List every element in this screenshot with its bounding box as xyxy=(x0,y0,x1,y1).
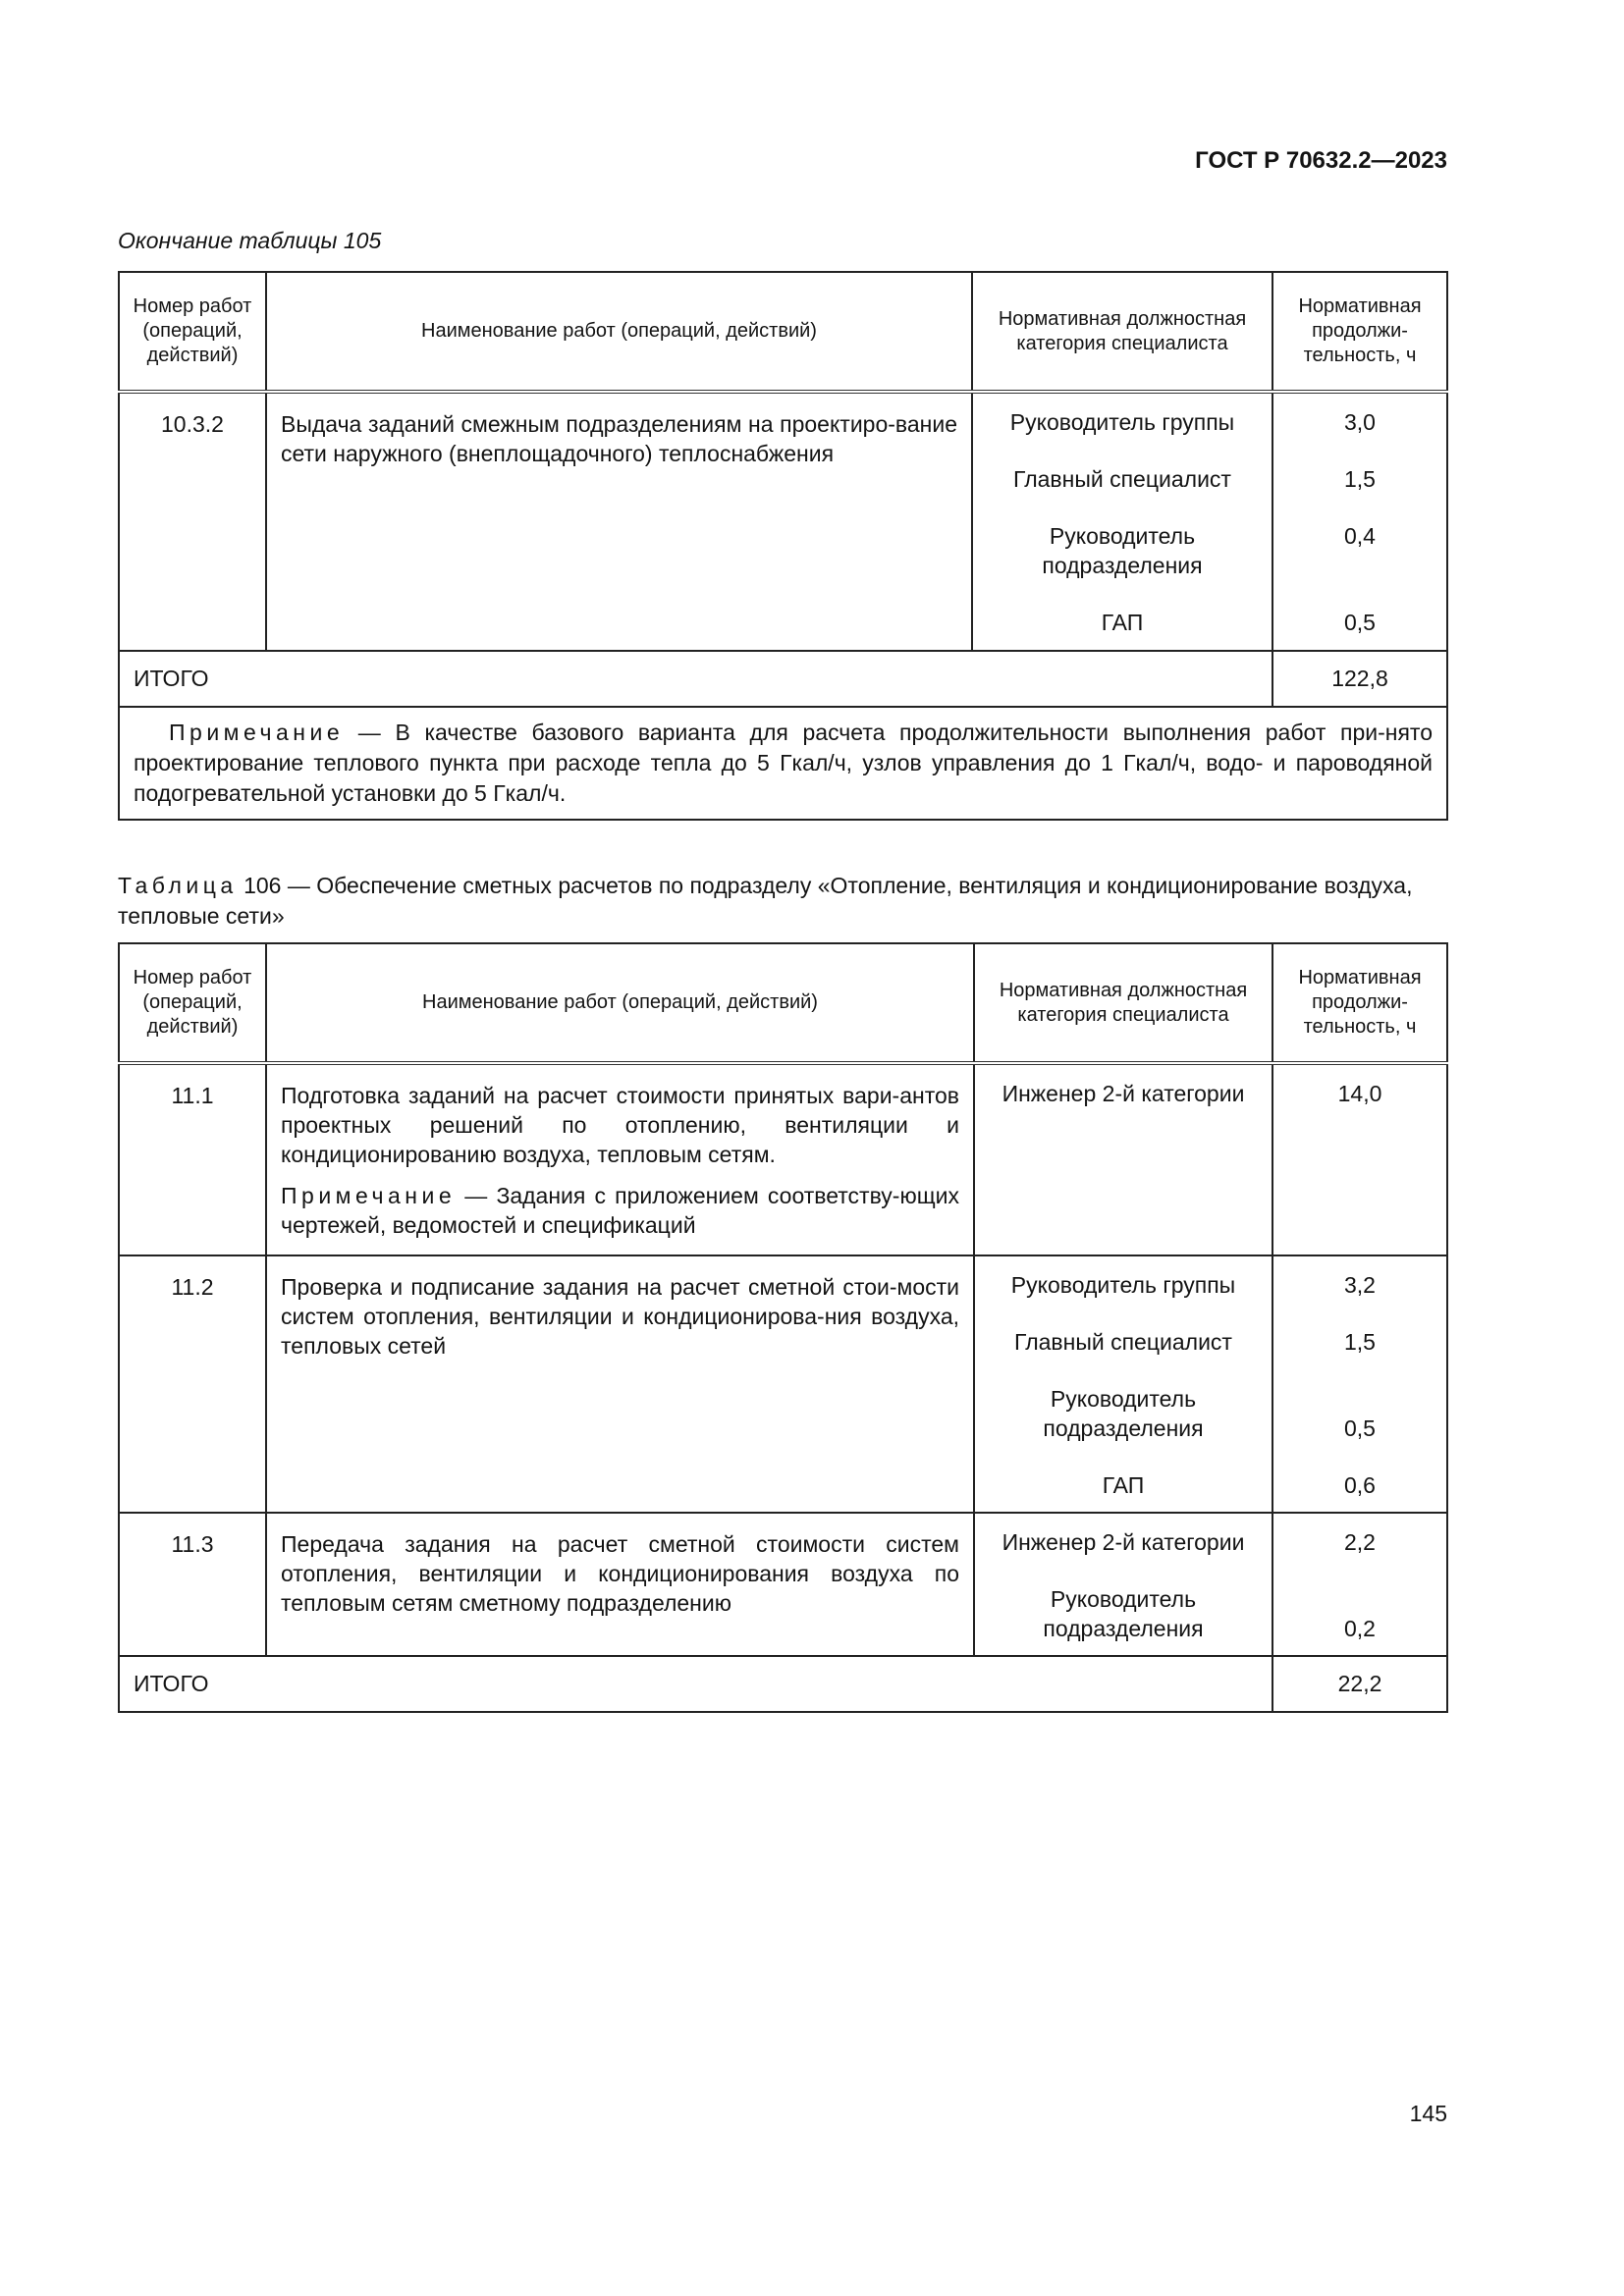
column-header-category: Нормативная должностная категория специалиста xyxy=(974,943,1272,1063)
table-106-caption-text: 106 — Обеспечение сметных расчетов по подразделу «Отопление, вентиляция и кондиционирование воздуха, тепловые сети» xyxy=(118,873,1413,929)
role-item: Руководитель подразделения xyxy=(1042,523,1203,578)
note-text: — В качестве базового варианта для расчета продолжительности выполнения работ при-нято проектирование теплового пункта при расходе тепла до 5 Гкал/ч, узлов управления до 1 Гкал/ч, водо- и пароводяной подогревательной установки до 5 Гкал/ч. xyxy=(134,720,1433,806)
table-row xyxy=(119,392,1447,651)
row-work-name: Передача задания на расчет сметной стоимости систем отопления, вентиляции и кондиционирования воздуха по тепловым сетям сметному подразделению xyxy=(266,1513,974,1656)
total-label: ИТОГО xyxy=(119,651,1272,707)
total-row xyxy=(119,1656,1447,1712)
page-number: 145 xyxy=(1409,2101,1447,2126)
column-header-category: Нормативная должностная категория специалиста xyxy=(972,272,1272,392)
table-106-caption-word: Таблица xyxy=(118,873,238,898)
hours-item: 14,0 xyxy=(1337,1081,1382,1106)
row-roles xyxy=(974,1513,1272,1656)
total-value: 22,2 xyxy=(1272,1656,1447,1712)
hours-item: 0,2 xyxy=(1344,1616,1376,1641)
total-row xyxy=(119,651,1447,707)
row-number: 11.3 xyxy=(119,1513,266,1656)
role-item: Руководитель группы xyxy=(1010,1272,1236,1298)
hours-item: 0,6 xyxy=(1344,1472,1376,1498)
row-hours xyxy=(1272,392,1447,651)
column-header-name: Наименование работ (операций, действий) xyxy=(266,272,972,392)
note-label: Примечание xyxy=(169,720,345,745)
row-roles xyxy=(972,392,1272,651)
note-label: Примечание xyxy=(281,1183,457,1208)
note-text: — Задания с приложением соответству-ющих чертежей, ведомостей и спецификаций xyxy=(281,1183,959,1238)
role-item: Главный специалист xyxy=(1013,466,1231,492)
row-roles xyxy=(974,1063,1272,1255)
hours-item: 3,0 xyxy=(1344,409,1376,435)
row-number: 11.2 xyxy=(119,1255,266,1513)
table-106-caption xyxy=(118,871,1445,932)
role-item: Инженер 2-й категории xyxy=(1001,1081,1245,1106)
role-item: ГАП xyxy=(1101,610,1144,635)
total-value: 122,8 xyxy=(1272,651,1447,707)
role-item: Руководитель подразделения xyxy=(1043,1586,1204,1641)
row-work-name: Проверка и подписание задания на расчет сметной стои-мости систем отопления, вентиляции и кондиционирова-ния воздуха, тепловых сетей xyxy=(266,1255,974,1513)
column-header-num: Номер работ (операций, действий) xyxy=(119,272,266,392)
hours-item: 0,5 xyxy=(1344,610,1376,635)
row-work-name: Выдача заданий смежным подразделениям на проектиро-вание сети наружного (внеплощадочного) теплоснабжения xyxy=(266,392,972,651)
column-header-duration: Нормативная продолжи-тельность, ч xyxy=(1272,943,1447,1063)
row-hours xyxy=(1272,1513,1447,1656)
row-work-name xyxy=(266,1063,974,1255)
row-number: 10.3.2 xyxy=(119,392,266,651)
row-hours xyxy=(1272,1255,1447,1513)
role-item: Руководитель группы xyxy=(1009,409,1235,435)
table-header-row xyxy=(119,943,1447,1063)
table-105 xyxy=(118,271,1448,821)
hours-item: 3,2 xyxy=(1344,1272,1376,1298)
row-note xyxy=(281,1181,959,1240)
table-header-row xyxy=(119,272,1447,392)
table-row xyxy=(119,1063,1447,1255)
hours-item: 0,5 xyxy=(1344,1415,1376,1441)
row-work-text: Подготовка заданий на расчет стоимости принятых вари-антов проектных решений по отоплению, вентиляции и кондиционированию воздуха, тепловым сетям. xyxy=(281,1083,959,1167)
table-row xyxy=(119,1255,1447,1513)
note-row xyxy=(119,707,1447,820)
role-item: ГАП xyxy=(1102,1472,1145,1498)
column-header-num: Номер работ (операций, действий) xyxy=(119,943,266,1063)
hours-item: 2,2 xyxy=(1344,1529,1376,1555)
role-item: Руководитель подразделения xyxy=(1043,1386,1204,1441)
hours-item: 1,5 xyxy=(1344,466,1376,492)
hours-item: 1,5 xyxy=(1344,1329,1376,1355)
table-note xyxy=(119,707,1447,820)
column-header-duration: Нормативная продолжи-тельность, ч xyxy=(1272,272,1447,392)
row-hours xyxy=(1272,1063,1447,1255)
document-code: ГОСТ Р 70632.2—2023 xyxy=(1195,147,1447,174)
column-header-name: Наименование работ (операций, действий) xyxy=(266,943,974,1063)
table-row xyxy=(119,1513,1447,1656)
role-item: Инженер 2-й категории xyxy=(1001,1529,1245,1555)
total-label: ИТОГО xyxy=(119,1656,1272,1712)
table-105-caption: Окончание таблицы 105 xyxy=(118,228,382,253)
table-106 xyxy=(118,942,1448,1713)
role-item: Главный специалист xyxy=(1014,1329,1232,1355)
row-roles xyxy=(974,1255,1272,1513)
row-number: 11.1 xyxy=(119,1063,266,1255)
hours-item: 0,4 xyxy=(1344,523,1376,549)
